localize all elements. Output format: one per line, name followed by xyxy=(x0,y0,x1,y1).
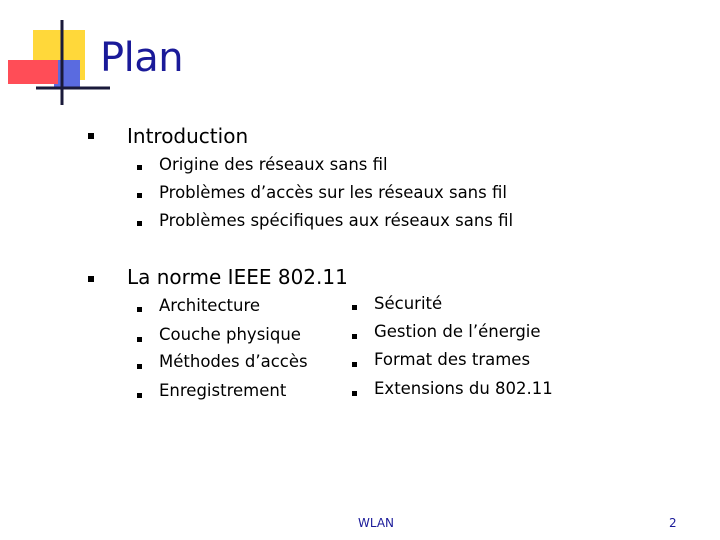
sub-bullet-marker xyxy=(137,307,142,312)
page-number: 2 xyxy=(669,516,677,530)
logo-red-bar xyxy=(8,60,58,84)
bullet-introduction: Introduction xyxy=(127,124,249,148)
bullet-marker xyxy=(88,133,94,139)
slide-title: Plan xyxy=(100,35,184,81)
sub-bullet-marker xyxy=(137,221,142,226)
item-gestion-energie: Gestion de l’énergie xyxy=(374,322,541,341)
sub-bullet-marker xyxy=(137,393,142,398)
item-architecture: Architecture xyxy=(159,296,261,315)
item-extensions: Extensions du 802.11 xyxy=(374,379,553,398)
sub-bullet-marker xyxy=(137,193,142,198)
item-format-trames: Format des trames xyxy=(374,350,531,369)
sub-bullet-marker xyxy=(352,334,357,339)
footer-title: WLAN xyxy=(358,516,395,530)
sub-bullet-marker xyxy=(352,391,357,396)
item-couche-physique: Couche physique xyxy=(159,325,301,344)
sub-bullet-marker xyxy=(137,364,142,369)
item-enregistrement: Enregistrement xyxy=(159,381,287,400)
subitem-problemes-acces: Problèmes d’accès sur les réseaux sans fil xyxy=(159,183,507,202)
sub-bullet-marker xyxy=(352,305,357,310)
subitem-problemes-specifiques: Problèmes spécifiques aux réseaux sans fil xyxy=(159,211,514,230)
bullet-marker xyxy=(88,276,94,282)
sub-bullet-marker xyxy=(352,362,357,367)
sub-bullet-marker xyxy=(137,165,142,170)
sub-bullet-marker xyxy=(137,337,142,342)
logo-graphic xyxy=(0,0,110,110)
subitem-origine: Origine des réseaux sans fil xyxy=(159,155,388,174)
bullet-ieee-80211: La norme IEEE 802.11 xyxy=(127,265,348,289)
item-methodes-acces: Méthodes d’accès xyxy=(159,352,308,371)
item-securite: Sécurité xyxy=(374,294,443,313)
